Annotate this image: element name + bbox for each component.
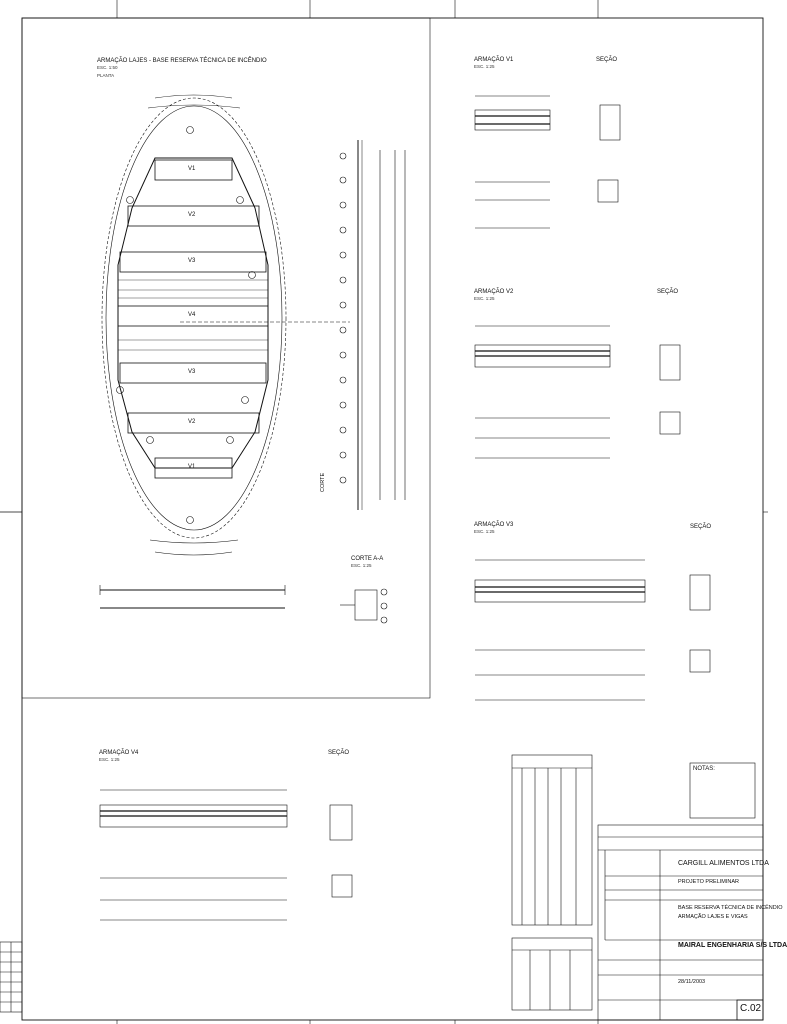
v2-scale: ESC. 1:25 bbox=[474, 296, 495, 301]
beam-v2-detail bbox=[475, 326, 680, 458]
slab-label: V1 bbox=[188, 464, 196, 470]
slab-label: V2 bbox=[188, 419, 196, 425]
beam-v1-detail bbox=[475, 96, 620, 228]
notes-title: NOTAS: bbox=[693, 766, 715, 772]
v3-scale: ESC. 1:25 bbox=[474, 529, 495, 534]
title-block bbox=[598, 825, 763, 1020]
client-name: CARGILL ALIMENTOS LTDA bbox=[678, 860, 769, 867]
project-label: PROJETO PRELIMINAR bbox=[678, 879, 740, 885]
slab-label: V4 bbox=[188, 312, 196, 318]
v4-scale: ESC. 1:25 bbox=[99, 757, 120, 762]
v3-title: ARMAÇÃO V3 bbox=[474, 522, 514, 528]
circular-plan bbox=[102, 95, 350, 555]
drawing-date: 28/11/2003 bbox=[678, 979, 706, 985]
slab-label: V3 bbox=[188, 258, 196, 264]
sheet-number: C.02 bbox=[740, 1003, 762, 1014]
corte-aa-scale: ESC. 1:25 bbox=[351, 563, 372, 568]
corte-aa-detail bbox=[340, 589, 387, 623]
main-title: ARMAÇÃO LAJES - BASE RESERVA TÉCNICA DE INCÊNDIO bbox=[97, 58, 267, 64]
legend-table bbox=[0, 942, 22, 1012]
beam-v4-detail bbox=[100, 790, 352, 920]
main-bottom-bar bbox=[100, 585, 285, 608]
v3-secao: SEÇÃO bbox=[690, 524, 712, 530]
beam-v3-detail bbox=[475, 560, 710, 700]
corte-vertical-label: CORTE bbox=[320, 472, 326, 492]
bar-schedule-table bbox=[512, 755, 592, 1010]
v2-secao: SEÇÃO bbox=[657, 289, 679, 295]
drawing-title-line2: ARMAÇÃO LAJES E VIGAS bbox=[678, 914, 748, 920]
side-section bbox=[340, 140, 405, 510]
slab-label: V3 bbox=[188, 369, 196, 375]
company-name: MAIRAL ENGENHARIA S/S LTDA bbox=[678, 942, 787, 949]
sheet-border bbox=[22, 18, 763, 1020]
plan-frame bbox=[22, 18, 430, 698]
slab-label: V1 bbox=[188, 166, 196, 172]
planta-label: PLANTA bbox=[97, 73, 115, 78]
v1-secao: SEÇÃO bbox=[596, 57, 618, 63]
v1-title: ARMAÇÃO V1 bbox=[474, 57, 514, 63]
corte-aa-title: CORTE A-A bbox=[351, 556, 384, 562]
v4-title: ARMAÇÃO V4 bbox=[99, 750, 139, 756]
v2-title: ARMAÇÃO V2 bbox=[474, 289, 514, 295]
drawing-title-line1: BASE RESERVA TÉCNICA DE INCÊNDIO bbox=[678, 905, 783, 911]
slab-label: V2 bbox=[188, 212, 196, 218]
main-scale: ESC. 1:50 bbox=[97, 65, 118, 70]
v4-secao: SEÇÃO bbox=[328, 750, 350, 756]
v1-scale: ESC. 1:25 bbox=[474, 64, 495, 69]
